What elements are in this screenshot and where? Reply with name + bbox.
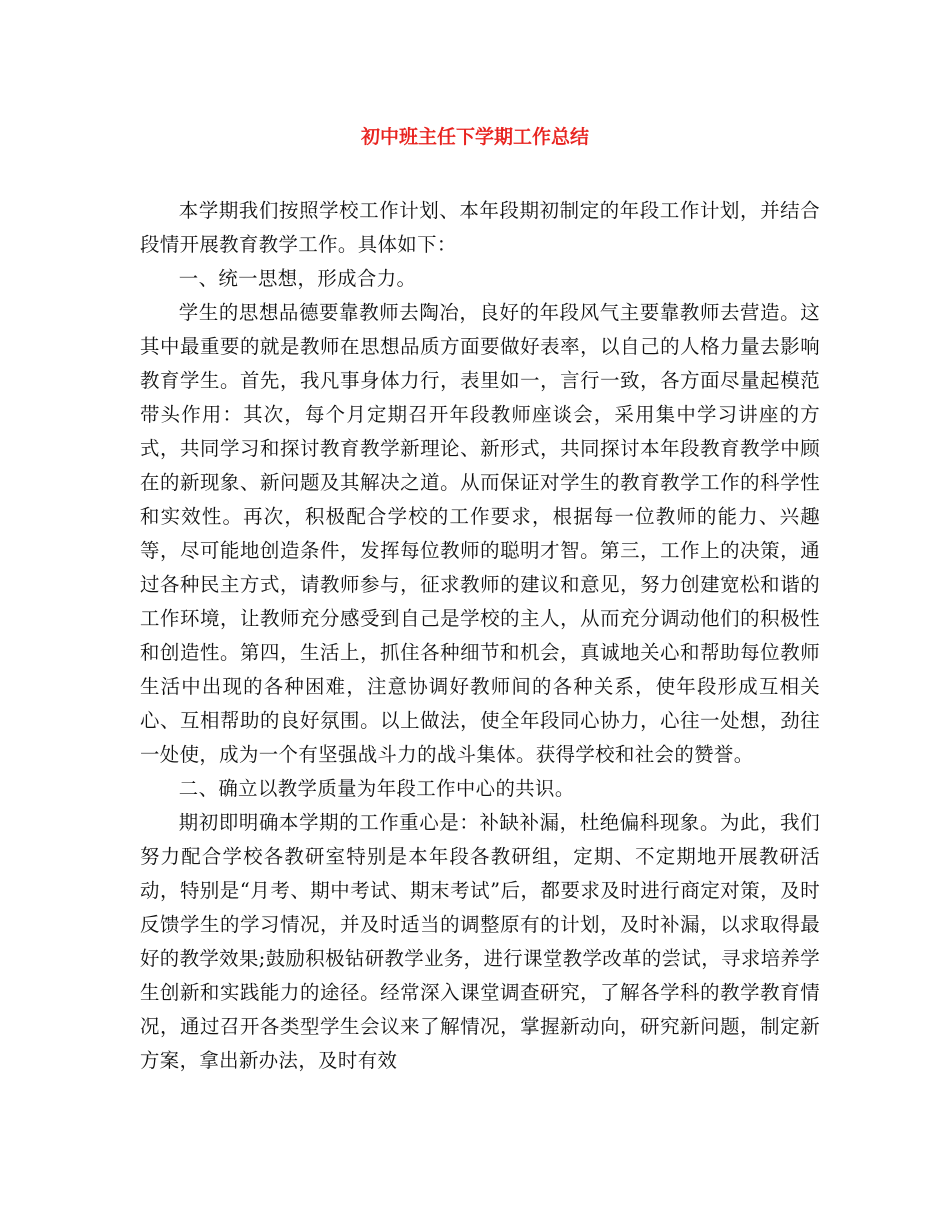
paragraph-section-1: 学生的思想品德要靠教师去陶冶，良好的年段风气主要靠教师去营造。这其中最重要的就是教师在思想品质方面要做好表率，以自己的人格力量去影响教育学生。首先，我凡事身体力行，表里如一，言行一致，各方面尽量起模范带头作用：其次，每个月定期召开年段教师座谈会，采用集中学习讲座的方式，共同学习和探讨教育教学新理论、新形式，共同探讨本年段教育教学中顾在的新现象、新问题及其解决之道。从而保证对学生的教育教学工作的科学性和实效性。再次，积极配合学校的工作要求，根据每一位教师的能力、兴趣等，尽可能地创造条件，发挥每位教师的聪明才智。第三，工作上的决策，通过各种民主方式，请教师参与，征求教师的建议和意见，努力创建宽松和谐的工作环境，让教师充分感受到自己是学校的主人，从而充分调动他们的积极性和创造性。第四，生活上，抓住各种细节和机会，真诚地关心和帮助每位教师生活中出现的各种困难，注意协调好教师间的各种关系，使年段形成互相关心、互相帮助的良好氛围。以上做法，使全年段同心协力，心往一处想，劲往一处使，成为一个有坚强战斗力的战斗集体。获得学校和社会的赞誉。 bbox=[140, 301, 820, 766]
paragraph-intro: 本学期我们按照学校工作计划、本年段期初制定的年段工作计划，并结合段情开展教育教学工作。具体如下： bbox=[140, 199, 820, 256]
document-body bbox=[140, 194, 820, 1078]
section-heading-2: 二、确立以教学质量为年段工作中心的共识。 bbox=[178, 777, 575, 800]
document-title: 初中班主任下学期工作总结 bbox=[360, 126, 589, 148]
paragraph-section-2: 期初即明确本学期的工作重心是：补缺补漏，杜绝偏科现象。为此，我们努力配合学校各教研室特别是本年段各教研组，定期、不定期地开展教研活动，特别是“月考、期中考试、期末考试”后，都要求及时进行商定对策，及时反馈学生的学习情况，并及时适当的调整原有的计划，及时补漏，以求取得最好的教学效果;鼓励积极钻研教学业务，进行课堂教学改革的尝试，寻求培养学生创新和实践能力的途径。经常深入课堂调查研究，了解各学科的教学教育情况，通过召开各类型学生会议来了解情况，掌握新动向，研究新问题，制定新方案，拿出新办法，及时有效 bbox=[140, 811, 820, 1072]
section-heading-1: 一、统一思想，形成合力。 bbox=[178, 267, 417, 290]
